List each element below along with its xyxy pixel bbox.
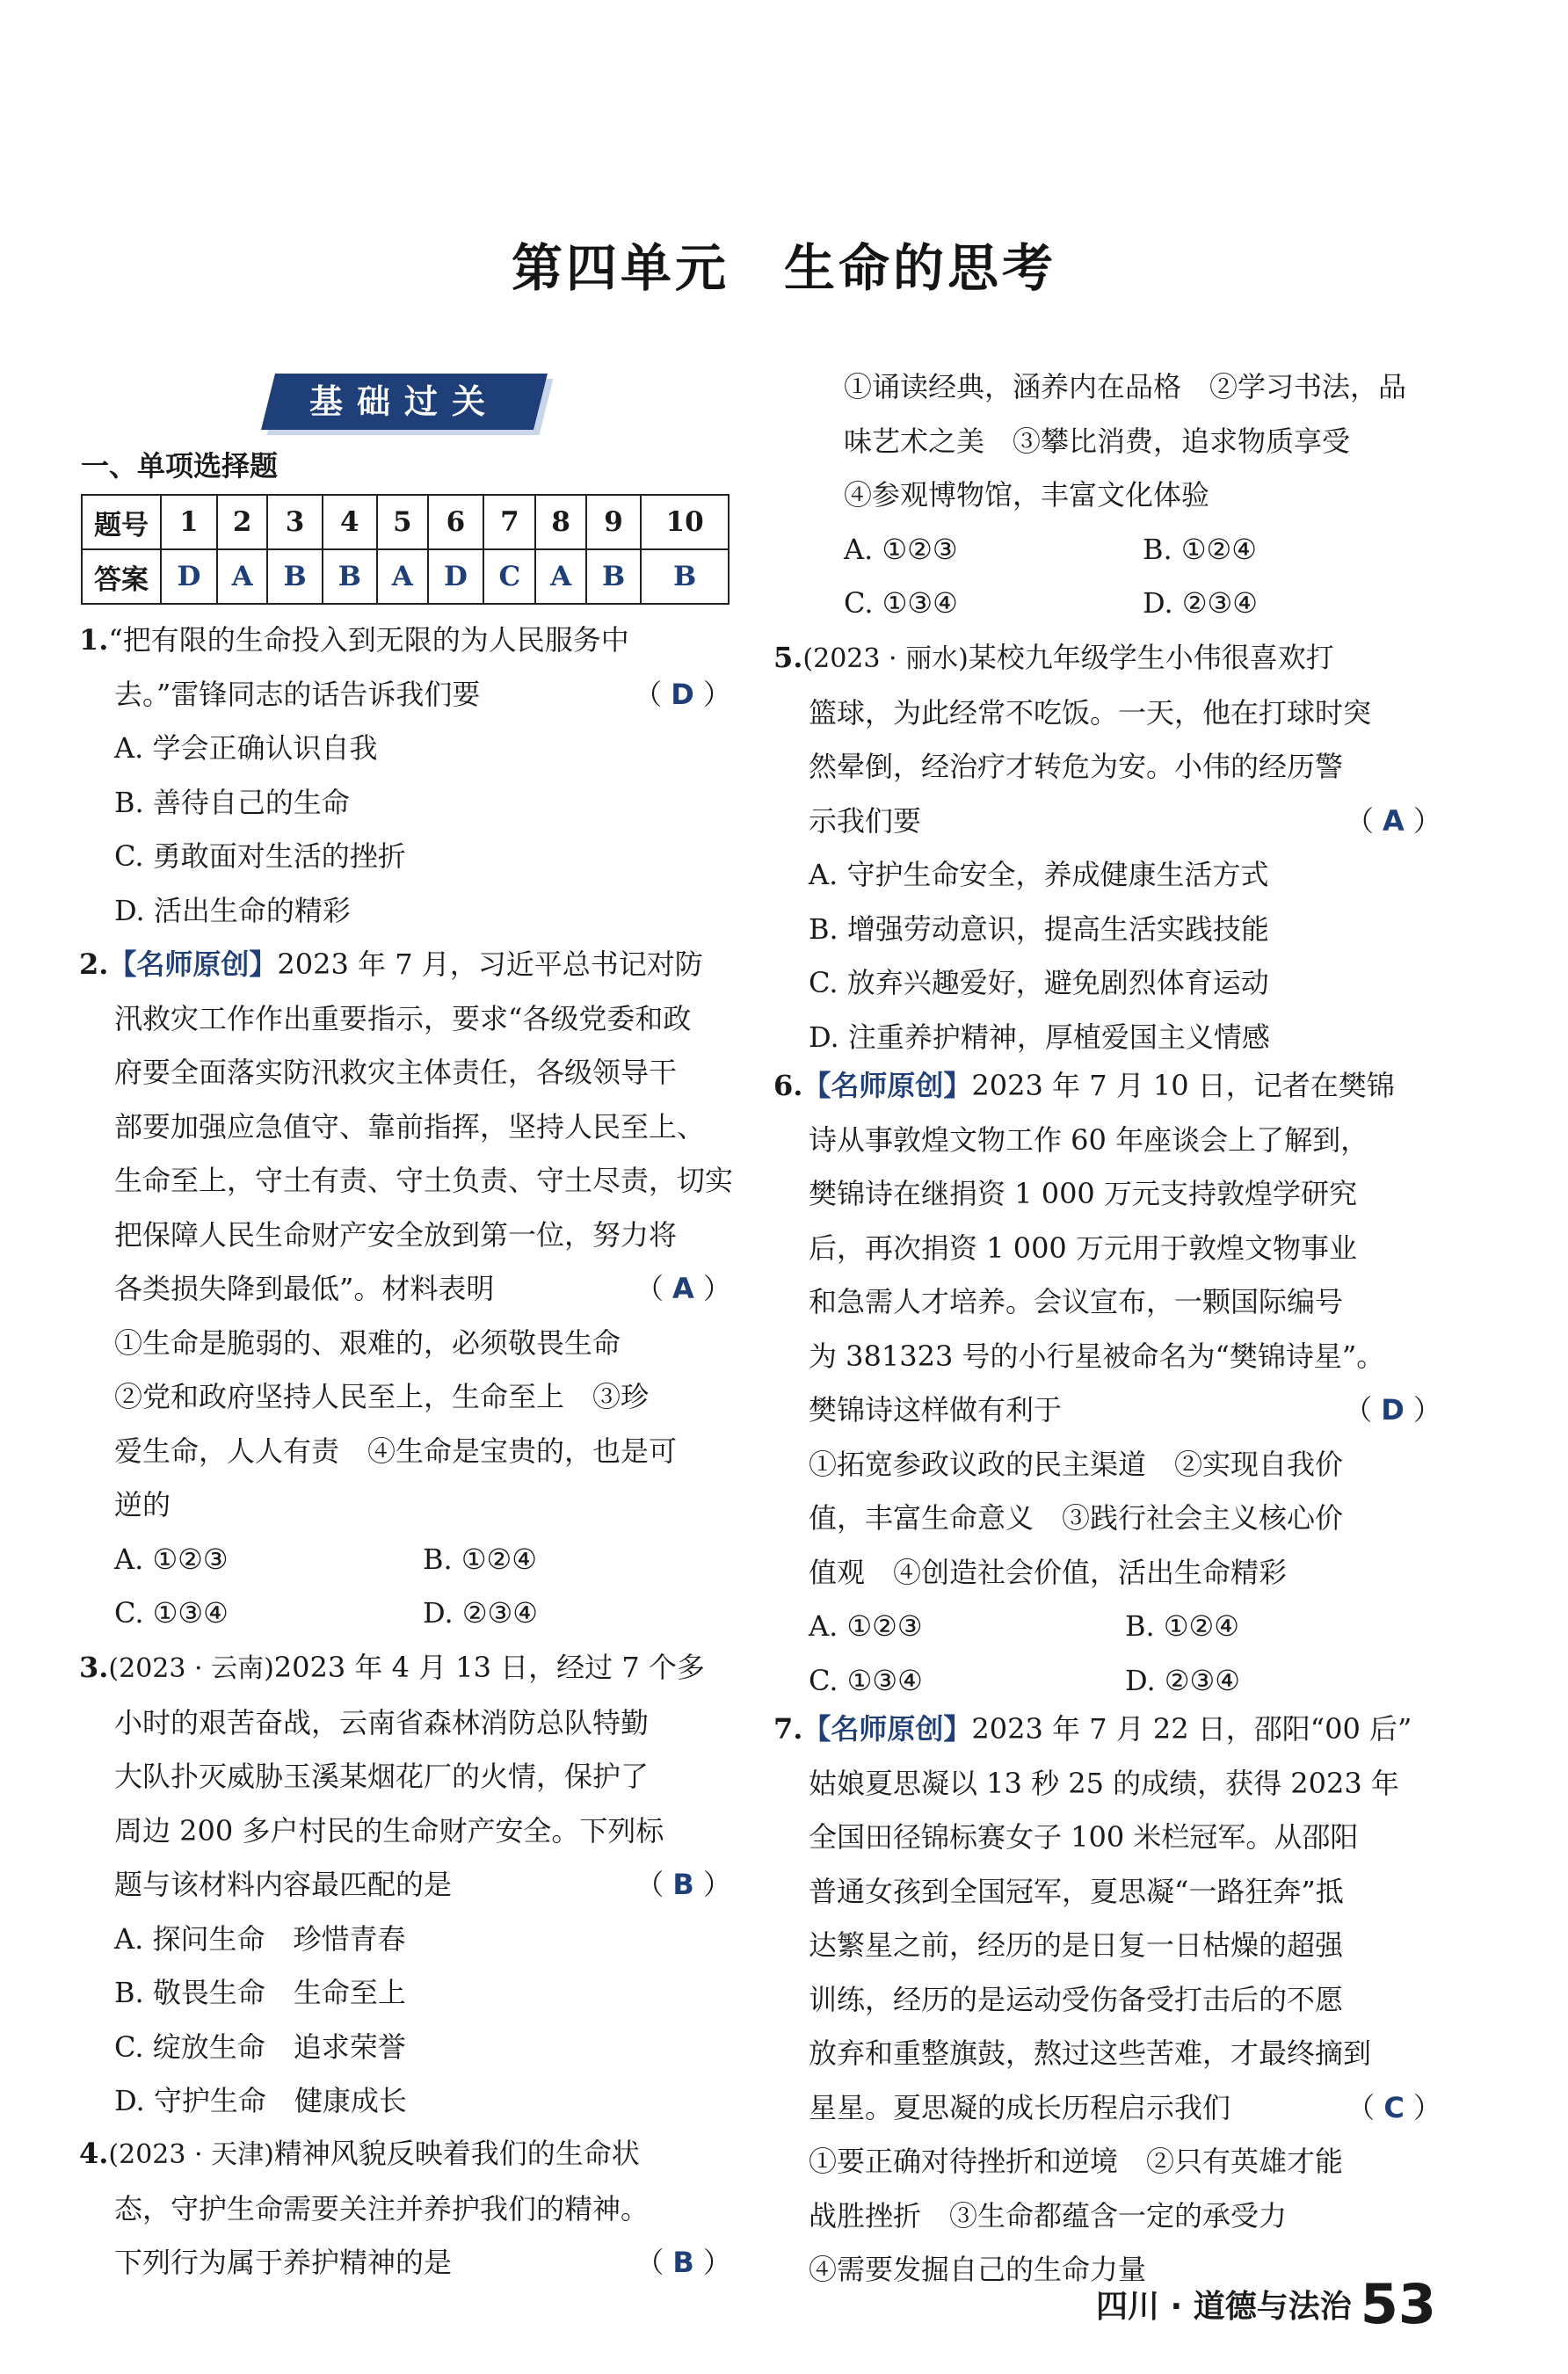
option-d: D. 守护生命 健康成长 (114, 2084, 407, 2117)
question-3 (79, 1641, 731, 2129)
question-number: 5. (773, 641, 803, 674)
answer-paren: （ A ） (635, 1272, 731, 1305)
source-tag: 【名师原创】 (108, 947, 278, 981)
question-text: 全国田径锦标赛女子 100 米栏冠军。从邵阳 (809, 1820, 1359, 1854)
options-row (809, 577, 1441, 631)
statement: ②党和政府坚持人民至上，生命至上 ③珍 (114, 1380, 650, 1413)
options-row (79, 1533, 731, 1587)
question-text: 后，再次捐资 1 000 万元用于敦煌文物事业 (809, 1231, 1357, 1265)
question-text: 诗从事敦煌文物工作 60 年座谈会上了解到， (809, 1122, 1369, 1157)
statement: 爱生命，人人有责 ④生命是宝贵的，也是可 (114, 1434, 678, 1468)
option-d: D. 注重养护精神，厚植爱国主义情感 (809, 1020, 1270, 1054)
option-a: A. ①②③ (809, 1609, 923, 1643)
table-cell: 1 (161, 495, 217, 549)
question-text: 樊锦诗在继捐资 1 000 万元支持敦煌学研究 (809, 1177, 1357, 1210)
question-text: 和急需人才培养。会议宣布，一颗国际编号 (809, 1285, 1344, 1318)
answer-cell: A (377, 549, 428, 604)
statement: 值观 ④创造社会价值，活出生命精彩 (809, 1555, 1288, 1589)
option-d: D. ②③④ (1125, 1663, 1240, 1697)
answer-cell: B (267, 549, 322, 604)
statement: 值，丰富生命意义 ③践行社会主义核心价 (809, 1501, 1344, 1535)
question-number: 4. (79, 2137, 109, 2170)
option-c: C. ①③④ (844, 586, 958, 620)
section-badge (261, 374, 548, 430)
page-footer (1096, 2272, 1436, 2336)
answer-cell: A (217, 549, 268, 604)
answer-table-answer-row (82, 549, 729, 604)
option-b: B. 善待自己的生命 (114, 785, 350, 819)
options-row (809, 523, 1441, 577)
question-text: 训练，经历的是运动受伤备受打击后的不愿 (809, 1982, 1344, 2016)
section-title: 一、单项选择题 (81, 449, 279, 483)
question-4-continued (809, 360, 1441, 631)
statement: ①生命是脆弱的、艰难的，必须敬畏生命 (114, 1325, 621, 1360)
option-a: A. 学会正确认识自我 (114, 731, 378, 765)
source-tag: 【名师原创】 (802, 1712, 972, 1746)
question-4 (79, 2127, 731, 2291)
answer-paren: （ A ） (1345, 803, 1441, 838)
answer-letter: D (1381, 1393, 1405, 1427)
answer-letter: B (672, 2246, 694, 2279)
question-text: 示我们要 (809, 803, 922, 838)
question-text: 精神风貌反映着我们的生命状 (273, 2137, 640, 2170)
question-number: 1. (79, 623, 109, 657)
option-b: B. 增强劳动意识，提高生活实践技能 (809, 911, 1269, 946)
answer-letter: D (671, 677, 694, 711)
option-a: A. 探问生命 珍惜青春 (114, 1921, 406, 1956)
question-text: 生命至上，守土有责、守土负责、守土尽责，切实 (114, 1164, 734, 1197)
table-header-ans: 答案 (82, 549, 161, 604)
options-row (773, 1600, 1441, 1654)
answer-cell: C (483, 549, 535, 604)
answer-letter: C (1383, 2090, 1405, 2124)
option-d: D. ②③④ (1143, 586, 1258, 620)
statement: 味艺术之美 ③攀比消费，追求物质享受 (844, 424, 1351, 458)
question-text: 下列行为属于养护精神的是 (114, 2246, 453, 2279)
option-b: B. 敬畏生命 生命至上 (114, 1976, 406, 2009)
option-c: C. 放弃兴趣爱好，避免剧烈体育运动 (809, 966, 1269, 999)
table-header-num: 题号 (82, 495, 161, 549)
question-text: 某校九年级学生小伟很喜欢打 (968, 641, 1334, 674)
option-c: C. 勇敢面对生活的挫折 (114, 839, 406, 873)
question-text: 府要全面落实防汛救灾主体责任，各级领导干 (114, 1056, 678, 1089)
question-text: 2023 年 7 月，习近平总书记对防 (277, 947, 703, 981)
statement: ①要正确对待挫折和逆境 ②只有英雄才能 (809, 2145, 1344, 2178)
question-number: 7. (773, 1712, 803, 1746)
answer-table-header-row (82, 495, 729, 549)
option-a: A. ①②③ (114, 1542, 229, 1576)
question-text: 普通女孩到全国冠军，夏思凝“一路狂奔”抵 (809, 1874, 1344, 1908)
question-text: 达繁星之前，经历的是日复一日枯燥的超强 (809, 1928, 1344, 1962)
question-text: 放弃和重整旗鼓，熬过这些苦难，才最终摘到 (809, 2036, 1372, 2070)
table-cell: 5 (377, 495, 428, 549)
question-text: 汛救灾工作作出重要指示，要求“各级党委和政 (114, 1001, 692, 1035)
question-5 (773, 631, 1441, 1064)
answer-letter: B (672, 1868, 694, 1901)
answer-paren: （ D ） (634, 677, 731, 711)
answer-paren: （ D ） (1344, 1393, 1441, 1427)
statement: ④需要发掘自己的生命力量 (809, 2253, 1147, 2286)
table-cell: 4 (323, 495, 377, 549)
answer-cell: D (161, 549, 217, 604)
answer-letter: A (672, 1272, 694, 1305)
table-cell: 10 (641, 495, 729, 549)
statement: ④参观博物馆，丰富文化体验 (844, 478, 1210, 512)
question-number: 3. (79, 1651, 109, 1684)
table-cell: 2 (217, 495, 268, 549)
options-row (79, 1586, 731, 1641)
table-cell: 8 (535, 495, 586, 549)
answer-cell: D (428, 549, 484, 604)
table-cell: 7 (483, 495, 535, 549)
table-cell: 6 (428, 495, 484, 549)
question-text: 大队扑灭威胁玉溪某烟花厂的火情，保护了 (114, 1760, 650, 1793)
question-text: 部要加强应急值守、靠前指挥，坚持人民至上、 (114, 1109, 706, 1143)
option-d: D. ②③④ (423, 1596, 538, 1630)
answer-paren: （ C ） (1347, 2090, 1441, 2124)
option-a: A. 守护生命安全，养成健康生活方式 (809, 858, 1269, 891)
answer-cell: B (641, 549, 729, 604)
option-b: B. ①②④ (1125, 1609, 1239, 1643)
question-text: 把保障人民生命财产安全放到第一位，努力将 (114, 1217, 678, 1252)
source-label: (2023 · 云南) (108, 1653, 274, 1684)
statement: 逆的 (114, 1488, 171, 1521)
page-number: 53 (1360, 2272, 1436, 2336)
answer-table (81, 494, 730, 605)
question-1 (79, 613, 731, 938)
answer-letter: A (1383, 803, 1405, 838)
question-text: “把有限的生命投入到无限的为人民服务中 (108, 623, 629, 657)
question-text: 小时的艰苦奋战，云南省森林消防总队特勤 (114, 1705, 650, 1739)
option-c: C. ①③④ (809, 1663, 923, 1697)
answer-paren: （ B ） (635, 2246, 731, 2279)
footer-subject: 四川 · 道德与法治 (1095, 2289, 1352, 2325)
question-2 (79, 938, 734, 1641)
question-text: 2023 年 4 月 13 日，经过 7 个多 (273, 1651, 705, 1684)
options-row (773, 1654, 1441, 1709)
badge-label: 基础过关 (309, 382, 499, 421)
question-text: 各类损失降到最低”。材料表明 (114, 1272, 495, 1305)
table-cell: 9 (586, 495, 641, 549)
question-text: 篮球，为此经常不吃饭。一天，他在打球时突 (809, 695, 1372, 730)
answer-cell: B (323, 549, 377, 604)
option-c: C. ①③④ (114, 1596, 229, 1630)
answer-cell: B (586, 549, 641, 604)
question-number: 2. (79, 947, 109, 981)
question-text: 星星。夏思凝的成长历程启示我们 (809, 2090, 1231, 2124)
question-text: 题与该材料内容最匹配的是 (114, 1868, 453, 1901)
question-text: 态，守护生命需要关注并养护我们的精神。 (114, 2191, 650, 2225)
statement: 战胜挫折 ③生命都蕴含一定的承受力 (809, 2198, 1288, 2232)
answer-cell: A (535, 549, 586, 604)
option-d: D. 活出生命的精彩 (114, 893, 351, 927)
source-label: (2023 · 丽水) (802, 643, 969, 674)
table-cell: 3 (267, 495, 322, 549)
source-tag: 【名师原创】 (802, 1069, 972, 1102)
question-text: 为 381323 号的小行星被命名为“樊锦诗星”。 (809, 1339, 1385, 1373)
question-text: 樊锦诗这样做有利于 (809, 1393, 1063, 1427)
question-text: 2023 年 7 月 10 日，记者在樊锦 (971, 1069, 1395, 1102)
question-text: 周边 200 多户村民的生命财产安全。下列标 (114, 1813, 664, 1848)
question-text: 去。”雷锋同志的话告诉我们要 (114, 677, 481, 711)
source-label: (2023 · 天津) (108, 2139, 274, 2170)
option-c: C. 绽放生命 追求荣誉 (114, 2029, 406, 2064)
statement: ①拓宽参政议政的民主渠道 ②实现自我价 (809, 1447, 1344, 1481)
question-text: 姑娘夏思凝以 13 秒 25 的成绩，获得 2023 年 (809, 1766, 1399, 1800)
question-number: 6. (773, 1069, 803, 1102)
question-6 (773, 1059, 1441, 1708)
question-7 (773, 1702, 1441, 2298)
option-b: B. ①②④ (1143, 532, 1257, 566)
answer-paren: （ B ） (635, 1868, 731, 1901)
question-text: 然晕倒，经治疗才转危为安。小伟的经历警 (809, 750, 1344, 783)
option-b: B. ①②④ (423, 1542, 537, 1576)
option-a: A. ①②③ (844, 532, 958, 566)
unit-title: 第四单元 生命的思考 (511, 238, 1056, 298)
question-text: 2023 年 7 月 22 日，邵阳“00 后” (971, 1712, 1412, 1746)
statement: ①诵读经典，涵养内在品格 ②学习书法，品 (844, 370, 1407, 403)
